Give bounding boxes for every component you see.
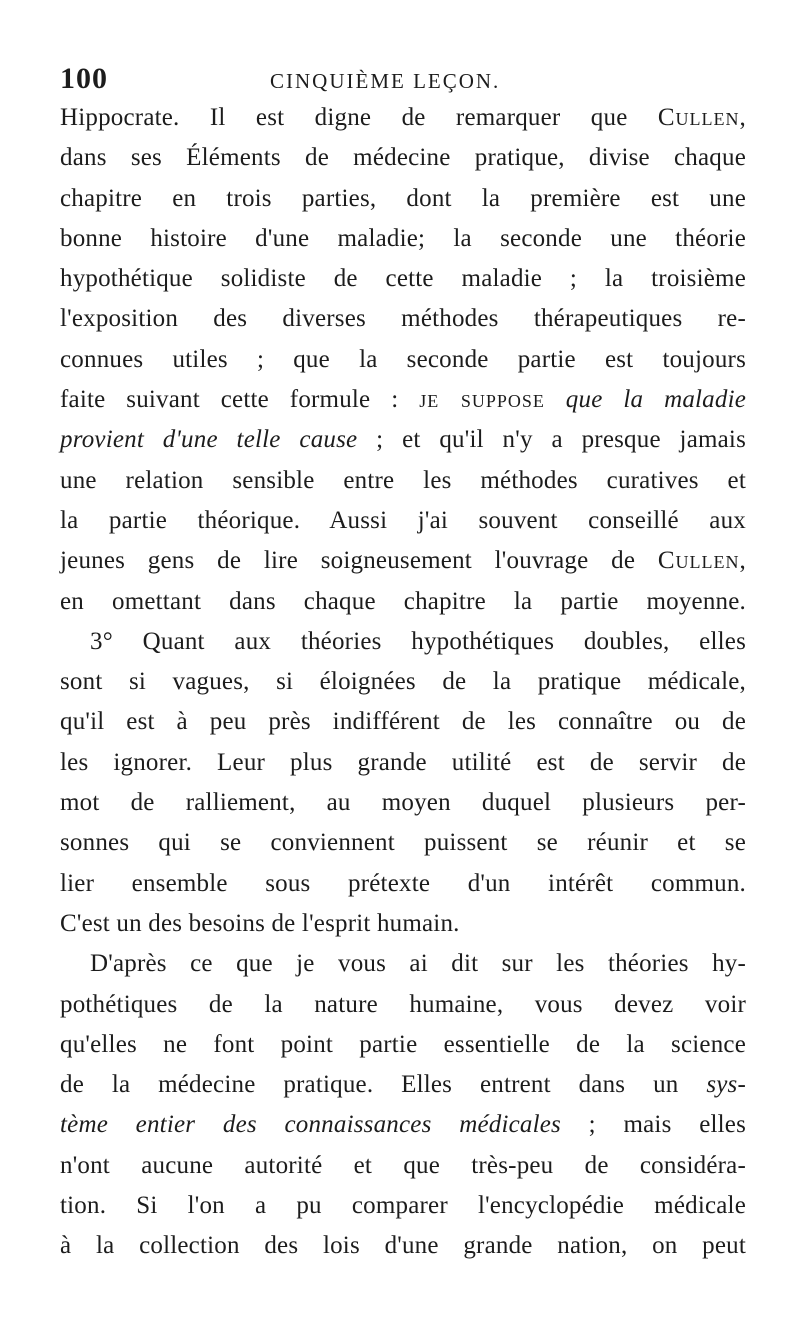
text-segment: je suppose bbox=[419, 386, 545, 414]
text-line bbox=[60, 380, 746, 420]
text-line bbox=[60, 904, 746, 944]
text-line bbox=[60, 340, 746, 380]
text-line bbox=[60, 179, 746, 219]
page-number: 100 bbox=[60, 62, 108, 95]
text-segment: dans ses Éléments de médecine pratique, divise chaque bbox=[60, 144, 746, 172]
text-segment: ; mais elles bbox=[560, 1111, 747, 1139]
text-line bbox=[60, 299, 746, 339]
text-line bbox=[60, 783, 746, 823]
text-segment: une relation sensible entre les méthodes curatives et bbox=[60, 466, 746, 494]
text-line bbox=[60, 823, 746, 863]
text-line bbox=[60, 420, 746, 460]
text-line bbox=[60, 743, 746, 783]
text-segment: l'exposition des diverses méthodes thérapeutiques re- bbox=[60, 305, 746, 333]
text-line bbox=[60, 864, 746, 904]
running-head: CINQUIÈME LEÇON. bbox=[270, 69, 501, 93]
text-line bbox=[60, 582, 746, 622]
text-line bbox=[60, 1186, 746, 1226]
text-line bbox=[60, 1226, 746, 1266]
text-line bbox=[60, 702, 746, 742]
text-segment: pothétiques de la nature humaine, vous devez voir bbox=[60, 990, 746, 1018]
text-line bbox=[60, 219, 746, 259]
text-segment: de la médecine pratique. Elles entrent dans un bbox=[60, 1071, 707, 1099]
text-segment: n'ont aucune autorité et que très-peu de considéra- bbox=[60, 1151, 746, 1179]
text-segment: 3° Quant aux théories hypothétiques doubles, elles bbox=[90, 627, 746, 655]
text-segment: ; et qu'il n'y a presque jamais bbox=[357, 426, 747, 454]
body-text bbox=[60, 98, 746, 1267]
text-segment: sont si vagues, si éloignées de la pratique médicale, bbox=[60, 668, 746, 696]
text-line bbox=[60, 461, 746, 501]
text-segment: Cullen bbox=[657, 547, 740, 575]
text-line bbox=[60, 662, 746, 702]
text-segment: hypothétique solidiste de cette maladie ; la troisième bbox=[60, 265, 746, 293]
text-segment: lier ensemble sous prétexte d'un intérêt commun. bbox=[60, 869, 746, 897]
text-segment: mot de ralliement, au moyen duquel plusieurs per- bbox=[60, 789, 746, 817]
text-segment: faite suivant cette formule : bbox=[60, 386, 420, 414]
text-segment: Hippocrate. Il est digne de remarquer que bbox=[60, 104, 658, 131]
text-line bbox=[60, 1146, 746, 1186]
text-segment: en omettant dans chaque chapitre la partie moyenne. bbox=[60, 587, 746, 615]
text-segment: la partie théorique. Aussi j'ai souvent conseillé aux bbox=[60, 506, 746, 534]
text-line bbox=[60, 1105, 746, 1145]
text-segment: tion. Si l'on a pu comparer l'encyclopédie médicale bbox=[60, 1192, 746, 1220]
text-segment: jeunes gens de lire soigneusement l'ouvrage de bbox=[60, 547, 658, 575]
text-line bbox=[60, 501, 746, 541]
text-segment: les ignorer. Leur plus grande utilité est de servir de bbox=[60, 748, 746, 776]
text-line bbox=[60, 259, 746, 299]
text-line bbox=[60, 98, 746, 138]
text-segment: à la collection des lois d'une grande nation, on peut bbox=[60, 1232, 746, 1260]
text-line bbox=[60, 622, 746, 662]
text-segment: connues utiles ; que la seconde partie est toujours bbox=[60, 345, 746, 373]
text-line bbox=[60, 985, 746, 1025]
text-line bbox=[60, 1065, 746, 1105]
text-line bbox=[60, 1025, 746, 1065]
text-segment: chapitre en trois parties, dont la première est une bbox=[60, 184, 746, 212]
text-segment: Cullen bbox=[657, 104, 740, 131]
text-line bbox=[60, 138, 746, 178]
text-segment: sys- bbox=[706, 1071, 746, 1099]
text-segment: , bbox=[739, 104, 746, 131]
text-segment bbox=[545, 386, 566, 413]
text-segment: qu'il est à peu près indifférent de les connaître ou de bbox=[60, 708, 746, 736]
text-segment: sonnes qui se conviennent puissent se réunir et se bbox=[60, 829, 746, 857]
text-segment: bonne histoire d'une maladie; la seconde une théorie bbox=[60, 224, 746, 252]
text-segment: , bbox=[739, 547, 746, 575]
text-segment: tème entier des connaissances médicales bbox=[60, 1111, 561, 1139]
text-segment: C'est un des besoins de l'esprit humain. bbox=[60, 909, 460, 937]
text-segment: que la maladie bbox=[565, 386, 747, 414]
page-header bbox=[60, 62, 740, 96]
text-line bbox=[60, 541, 746, 581]
text-line bbox=[60, 944, 746, 984]
text-segment: qu'elles ne font point partie essentielle de la science bbox=[60, 1030, 746, 1058]
text-segment: D'après ce que je vous ai dit sur les théories hy- bbox=[90, 950, 746, 978]
text-segment: provient d'une telle cause bbox=[60, 426, 358, 454]
